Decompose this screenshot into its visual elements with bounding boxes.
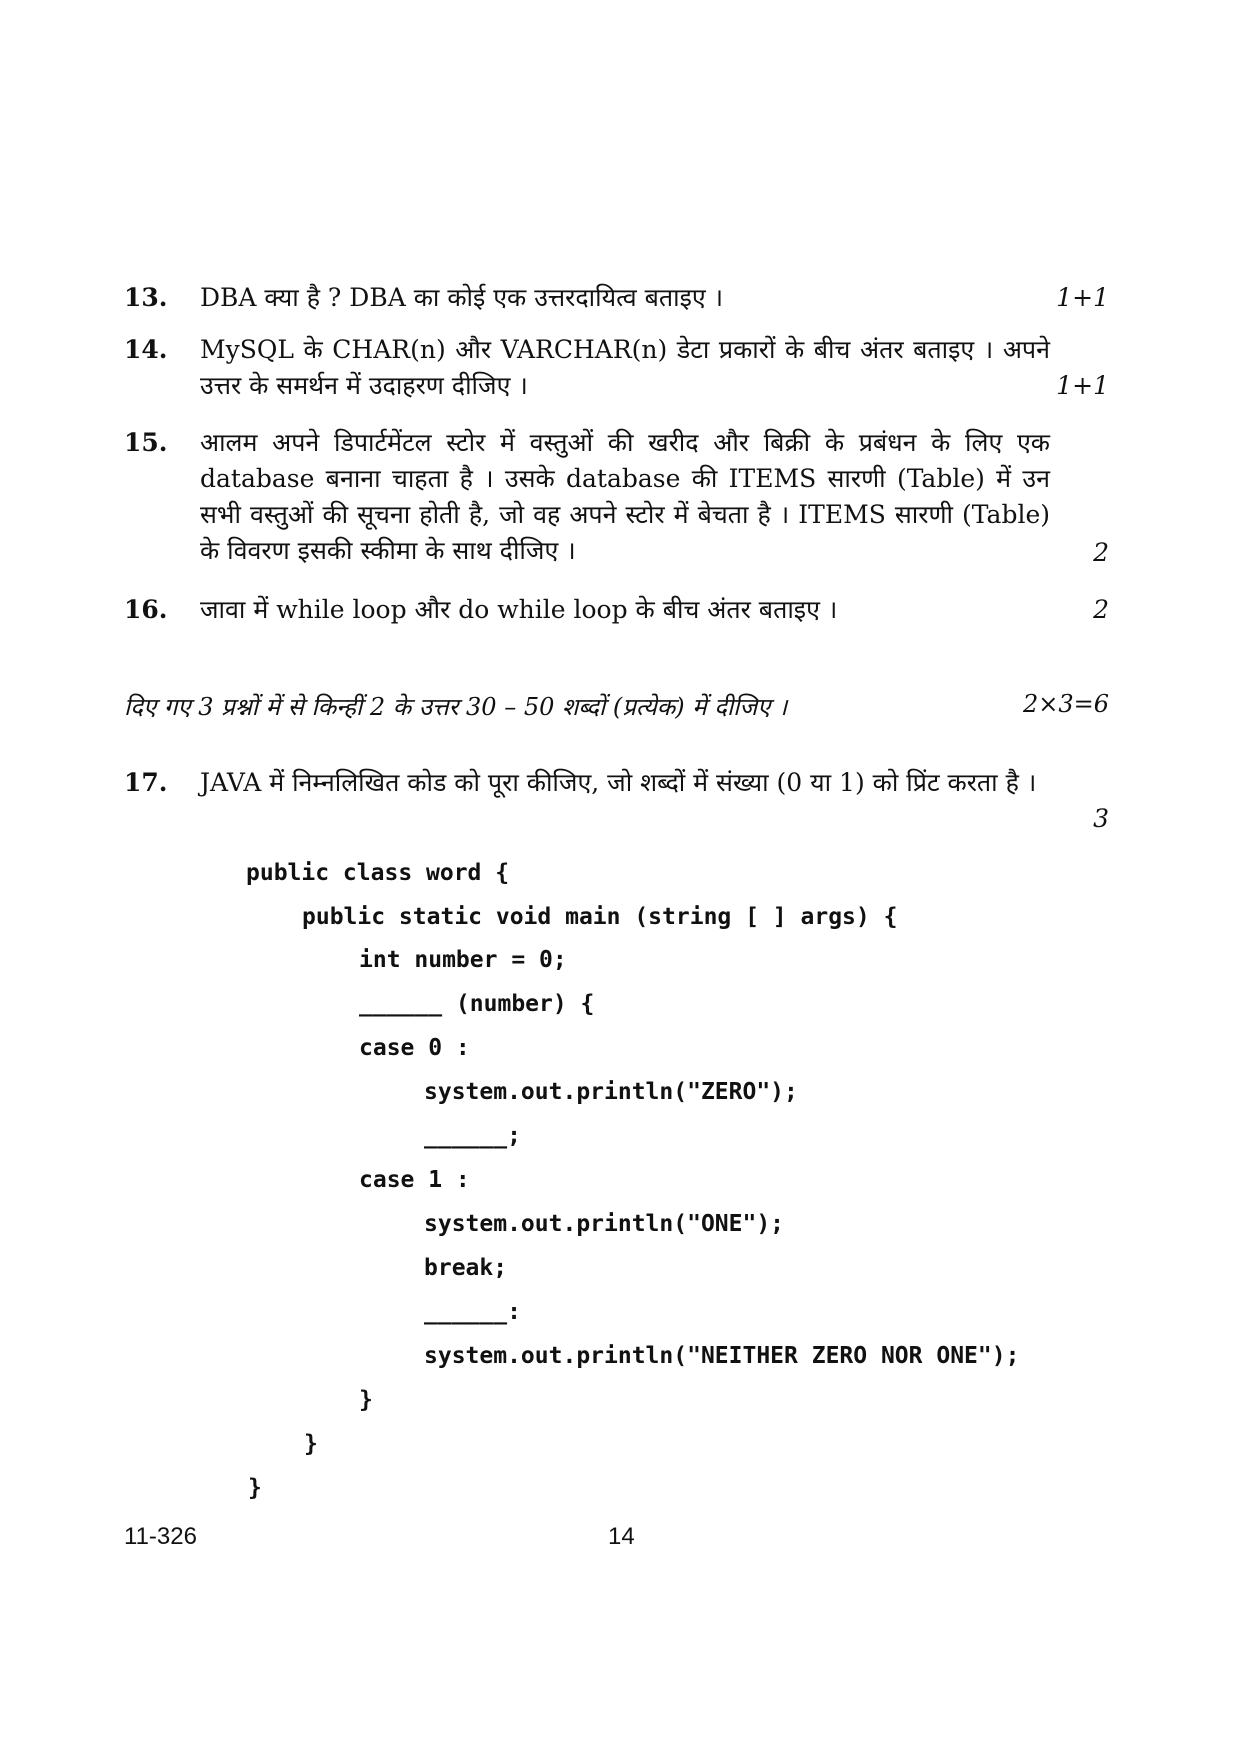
paper-code: 11-326 [124, 1523, 197, 1550]
question-number: 16. [124, 595, 168, 624]
question-text: आलम अपने डिपार्टमेंटल स्टोर में वस्तुओं की खरीद और बिक्री के प्रबंधन के लिए एक database बनाना चाहता है । उसके database की ITEMS सारणी (Table) में उन सभी वस्तुओं की सूचना होती है, जो वह अपने स्टोर में बेचता है । ITEMS सारणी (Table) के विवरण इसकी स्कीमा के साथ दीजिए । [200, 428, 1050, 565]
code-line: } [359, 1387, 373, 1413]
question-marks: 2 [1093, 538, 1109, 567]
page-number: 14 [608, 1523, 635, 1550]
question-17 [124, 765, 1109, 845]
question-text: जावा में while loop और do while loop के बीच अंतर बताइए । [200, 595, 838, 624]
code-line: system.out.println("ZERO"); [424, 1079, 798, 1105]
code-line: ______: [424, 1299, 521, 1325]
question-text: MySQL के CHAR(n) और VARCHAR(n) डेटा प्रकारों के बीच अंतर बताइए । अपने उत्तर के समर्थन में उदाहरण दीजिए । [200, 335, 1050, 400]
code-line: ______; [424, 1123, 521, 1149]
code-line: case 0 : [359, 1035, 470, 1061]
question-13 [124, 280, 1109, 320]
question-marks: 1+1 [1056, 371, 1109, 400]
code-line: system.out.println("NEITHER ZERO NOR ONE"); [424, 1343, 1020, 1369]
section-marks: 2×3=6 [1022, 690, 1109, 718]
question-marks: 2 [1093, 595, 1109, 624]
question-text: JAVA में निम्नलिखित कोड को पूरा कीजिए, जो शब्दों में संख्या (0 या 1) को प्रिंट करता है । [200, 768, 1037, 797]
code-line: ______ (number) { [359, 991, 595, 1017]
question-number: 13. [124, 283, 168, 312]
code-line: public class word { [246, 860, 510, 886]
question-number: 14. [124, 335, 168, 364]
code-line: case 1 : [359, 1167, 470, 1193]
question-number: 15. [124, 428, 168, 457]
code-line: } [248, 1475, 262, 1501]
code-line: public static void main (string [ ] args) { [302, 904, 898, 930]
code-line: system.out.println("ONE"); [424, 1211, 785, 1237]
code-line: int number = 0; [359, 947, 567, 973]
question-14 [124, 332, 1109, 412]
question-marks: 3 [1093, 804, 1109, 833]
section-instruction [124, 690, 1109, 730]
code-line: break; [424, 1255, 508, 1281]
instruction-text: दिए गए 3 प्रश्नों में से किन्हीं 2 के उत्तर 30 – 50 शब्दों (प्रत्येक) में दीजिए । [124, 693, 788, 721]
question-15 [124, 425, 1109, 575]
question-text: DBA क्या है ? DBA का कोई एक उत्तरदायित्व बताइए । [200, 283, 724, 312]
question-number: 17. [124, 768, 168, 797]
question-16 [124, 592, 1109, 632]
question-marks: 1+1 [1056, 283, 1109, 312]
code-line: } [304, 1431, 318, 1457]
